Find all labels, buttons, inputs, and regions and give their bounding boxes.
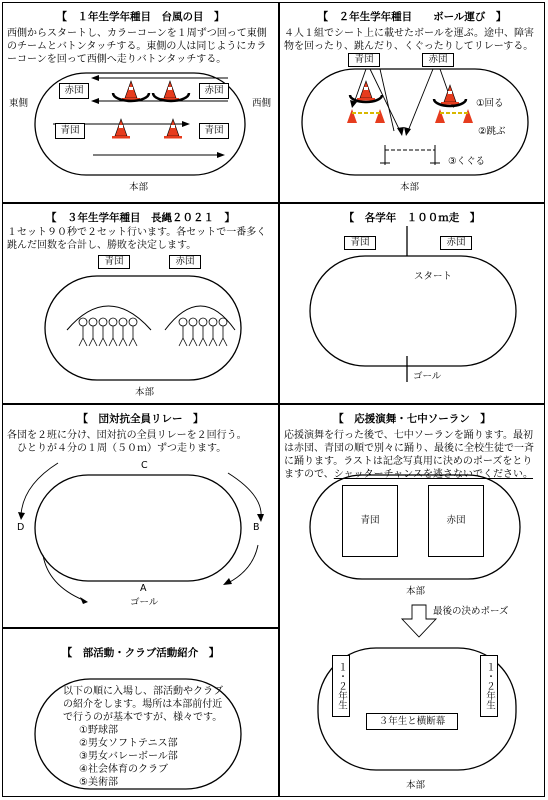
step-turn-label: ①回る: [476, 98, 504, 109]
crawl-gate-icon: [380, 145, 440, 165]
red-team-box: 赤団: [422, 53, 454, 67]
panel-description: １セット９０秒で２セット行います。各セットで一番多く跳んだ回数を合計し、勝敗を決定します。: [7, 227, 267, 251]
final-pose-label: 最後の決めポーズ: [433, 606, 509, 617]
person-icon: [219, 318, 227, 346]
panel-100m-race: [280, 204, 544, 403]
headquarters-label: 本部: [400, 182, 420, 193]
blue-team-area: 青団: [342, 485, 398, 557]
cone-icon: [112, 119, 130, 139]
person-icon: [129, 318, 137, 346]
cone-icon: [164, 119, 182, 139]
person-icon: [109, 318, 117, 346]
panel-title: 【 団対抗全員リレー 】: [77, 413, 204, 425]
cone-icon: [161, 81, 179, 101]
panel-description-2: ひとりが４分の１周（５０ｍ）ずつ走ります。: [17, 443, 227, 454]
relay-point-a: A: [140, 583, 147, 594]
person-icon: [119, 318, 127, 346]
goal-label: ゴール: [413, 371, 442, 382]
west-label: 西側: [252, 98, 272, 109]
cone-icon: [357, 81, 375, 101]
grade-1-2-left: １・２年生: [332, 655, 350, 717]
blue-team-box: 青団: [98, 255, 130, 269]
east-label: 東側: [9, 98, 29, 109]
panel-title: 【 ２年生学年種目 ボール運び 】: [317, 11, 507, 23]
list-item: ③男女バレーボール部: [79, 751, 178, 762]
person-icon: [199, 318, 207, 346]
relay-point-b: B: [253, 522, 260, 533]
relay-point-c: C: [141, 460, 148, 471]
cone-icon: [441, 85, 459, 105]
list-item: ②男女ソフトテニス部: [79, 738, 178, 749]
headquarters-label-2: 本部: [406, 780, 426, 791]
cone-icon: [122, 81, 140, 101]
list-item: ①野球部: [79, 725, 118, 736]
panel-long-rope: [3, 204, 278, 403]
person-icon: [99, 318, 107, 346]
blue-team-box: 青団: [348, 53, 380, 67]
club-intro-text: 以下の順に入場し、部活動やクラブの紹介をします。場所は本部前付近で行うのが基本ですが、様々です。: [63, 686, 223, 723]
panel-title: 【 ３年生学年種目 長縄２０２１ 】: [46, 212, 235, 224]
panel-description: 各団を２班に分け、団対抗の全員リレーを２回行う。: [7, 430, 247, 441]
panel-ball-carry: [280, 3, 544, 202]
club-list: [79, 724, 229, 789]
headquarters-label: 本部: [129, 182, 149, 193]
track-diagram: [280, 3, 544, 202]
panel-typhoon-eye: [3, 3, 278, 202]
grade-1-2-right: １・２年生: [480, 655, 498, 717]
list-item: ⑤美術部: [79, 777, 118, 788]
banner-box: ３年生と横断幕: [366, 713, 458, 730]
step-jump-label: ②跳ぶ: [478, 126, 506, 137]
blue-team-box: 青団: [344, 236, 376, 250]
person-icon: [209, 318, 217, 346]
description-underlined: シャッターチャンスを逃さないでください。: [333, 469, 534, 480]
panel-soran-dance: [280, 405, 544, 797]
panel-title: 【 １年生学年種目 台風の目 】: [56, 11, 225, 23]
goal-label: ゴール: [130, 597, 159, 608]
red-team-box: 赤団: [440, 236, 472, 250]
panel-description: ４人１組でシート上に載せたボールを運ぶ。途中、障害物を回ったり、跳んだり、くぐったりしてリレーする。: [284, 28, 534, 52]
track-diagrams: [280, 405, 544, 797]
description-main: 応援演舞を行った後で、七中ソーランを踊ります。最初は赤団、青団の順で別々に踊り、最後に全校生徒で一斉に踊ります。ラストは記念写真用に決めのポーズをとりますので、: [284, 430, 534, 480]
panel-title: 【 部活動・クラブ活動紹介 】: [61, 647, 220, 659]
panel-title: 【 各学年 １００ｍ走 】: [343, 212, 481, 224]
panel-description: 西側からスタートし、カラーコーンを１周ずつ回って東側のチームとバトンタッチする。東側の人は同じようにカラーコーンを回って西側へ走りバトンタッチする。: [7, 28, 267, 65]
red-team-box: 赤団: [59, 83, 89, 99]
hurdle-icon: [347, 109, 385, 123]
red-team-box: 赤団: [169, 255, 201, 269]
panel-club-intro: [3, 629, 278, 797]
person-icon: [179, 318, 187, 346]
blue-team-box: 青団: [199, 123, 229, 139]
panel-title: 【 応援演舞・七中ソーラン 】: [333, 413, 491, 425]
list-item: ④社会体育のクラブ: [79, 764, 168, 775]
headquarters-label: 本部: [406, 586, 426, 597]
start-label: スタート: [414, 271, 453, 282]
red-team-area: 赤団: [428, 485, 484, 557]
panel-team-relay: [3, 405, 278, 627]
person-icon: [79, 318, 87, 346]
hurdle-icon: [435, 109, 473, 123]
red-team-box: 赤団: [199, 83, 229, 99]
person-icon: [89, 318, 97, 346]
track-diagram: [3, 3, 278, 202]
jumpers-illustration: [3, 204, 278, 403]
headquarters-label: 本部: [135, 387, 155, 398]
person-icon: [189, 318, 197, 346]
track-diagram: [280, 204, 544, 403]
blue-team-box: 青団: [55, 123, 85, 139]
step-crawl-label: ③くぐる: [448, 156, 486, 167]
relay-point-d: D: [17, 522, 25, 533]
